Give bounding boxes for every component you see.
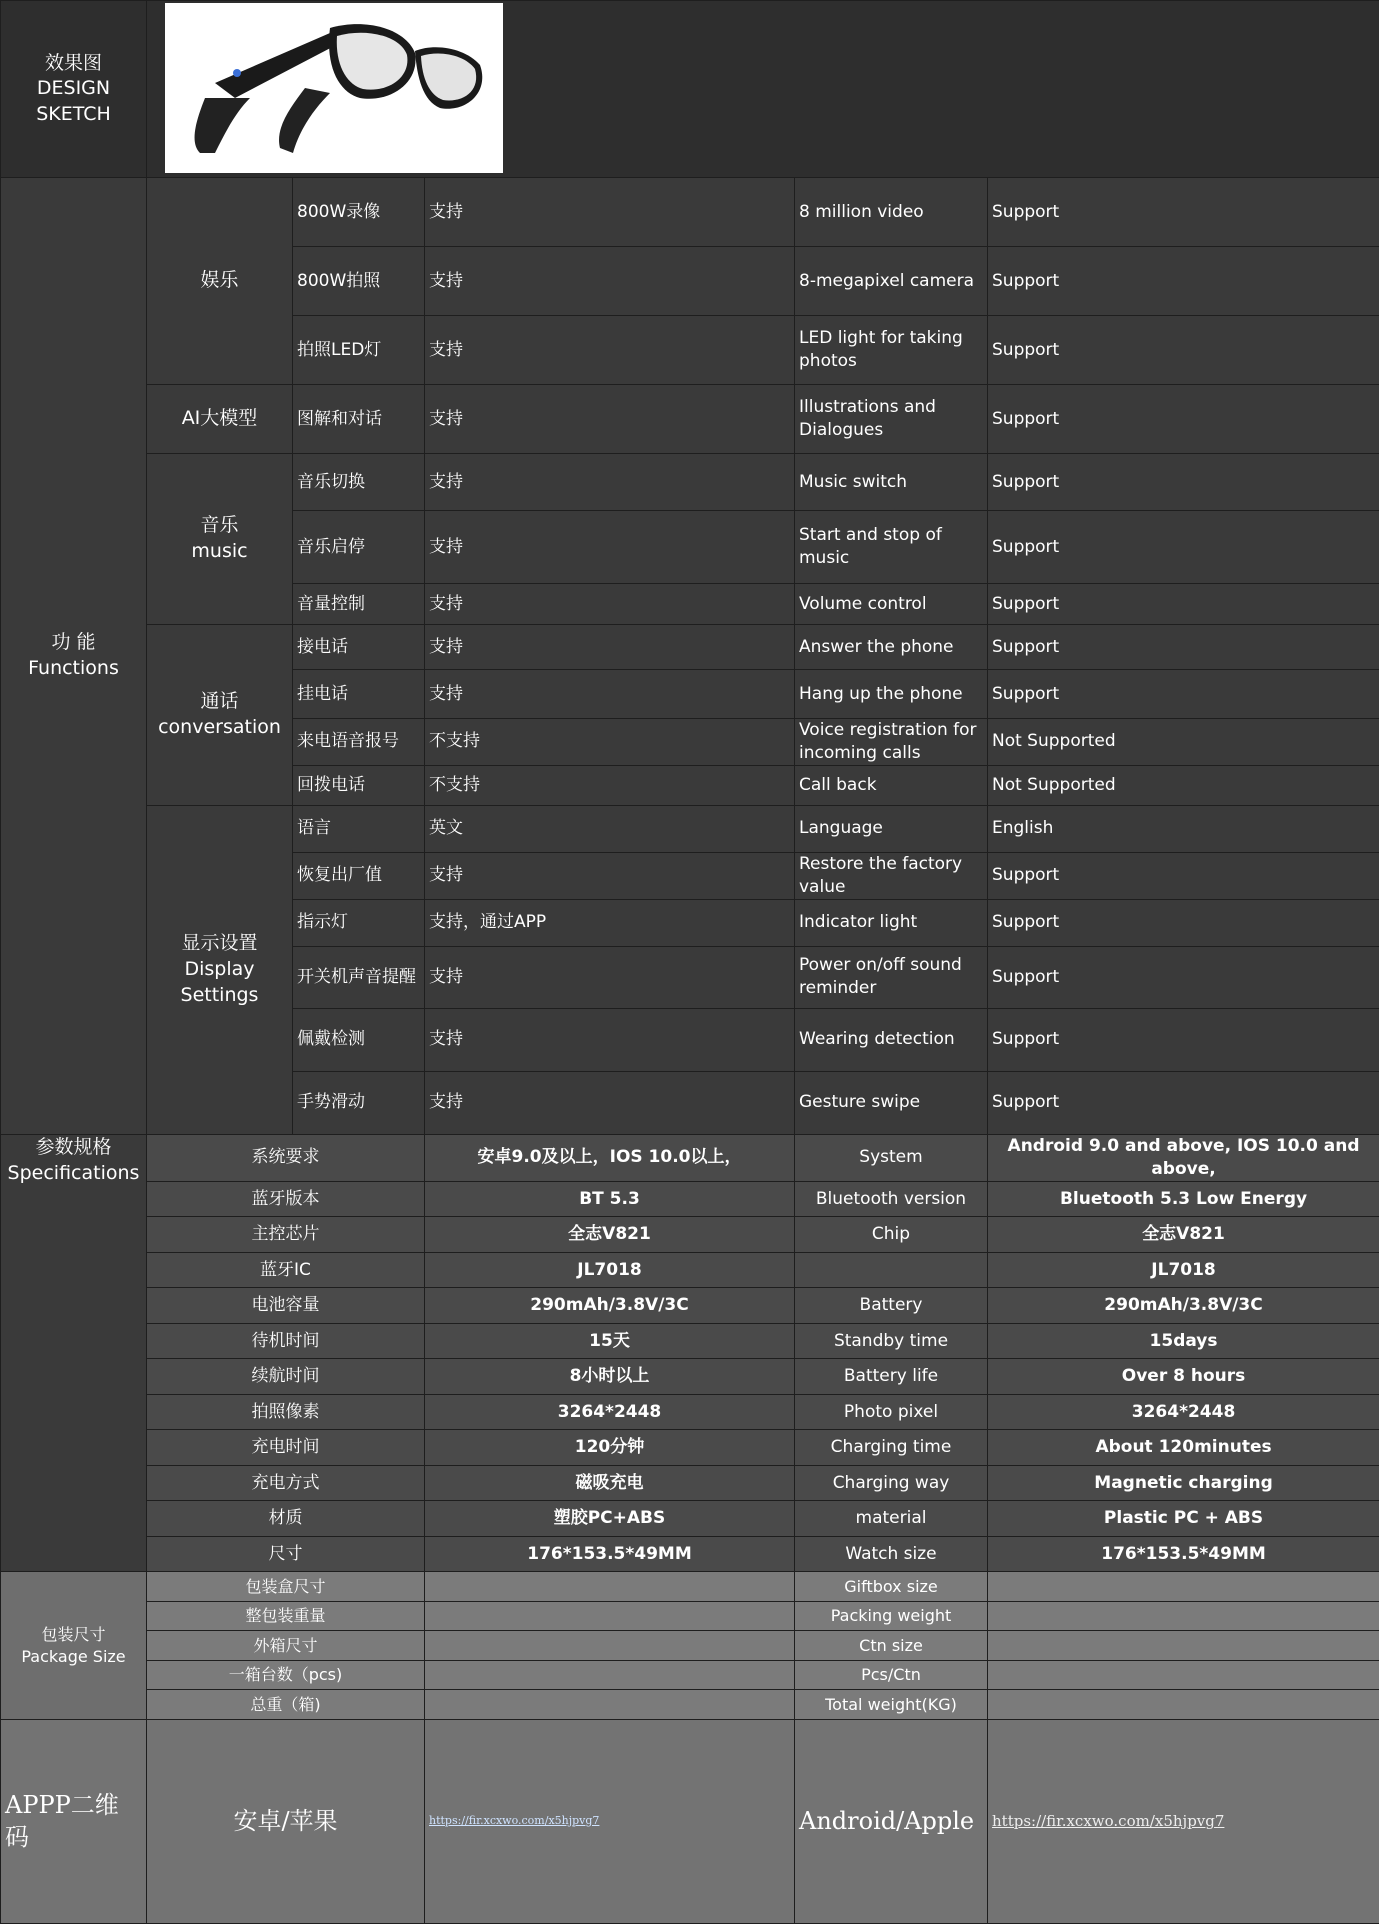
glasses-product-image: [165, 3, 503, 173]
spec-name-en: Chip: [795, 1217, 988, 1253]
spec-name-en: Bluetooth version: [795, 1181, 988, 1217]
spec-value-en: Bluetooth 5.3 Low Energy: [988, 1181, 1379, 1217]
spec-row: [1, 1536, 1379, 1572]
feature-value-en: Support: [988, 584, 1379, 625]
spec-value-cn: 塑胶PC+ABS: [425, 1501, 795, 1537]
feature-name-en: Voice registration for incoming calls: [795, 719, 988, 766]
package-name-en: Ctn size: [795, 1631, 988, 1661]
feature-value-cn: 英文: [425, 805, 795, 852]
spec-row: [1, 1288, 1379, 1324]
feature-value-cn: 支持: [425, 247, 795, 316]
feature-name-cn: 回拨电话: [293, 765, 425, 805]
package-name-cn: 总重（箱): [147, 1690, 425, 1720]
spec-row: [1, 1501, 1379, 1537]
feature-value-en: Support: [988, 946, 1379, 1008]
package-value-en: [988, 1601, 1379, 1631]
package-row: [1, 1690, 1379, 1720]
function-row: [1, 454, 1379, 511]
spec-value-cn: 3264*2448: [425, 1394, 795, 1430]
function-group-label: 音乐 music: [147, 454, 293, 625]
app-qr-label: APPP二维码: [1, 1719, 147, 1923]
feature-name-cn: 800W拍照: [293, 247, 425, 316]
package-value-en: [988, 1572, 1379, 1602]
function-group-label: 娱乐: [147, 178, 293, 385]
spec-value-cn: 176*153.5*49MM: [425, 1536, 795, 1572]
glasses-icon: [165, 3, 503, 173]
feature-value-en: Support: [988, 625, 1379, 670]
feature-name-en: Call back: [795, 765, 988, 805]
feature-name-cn: 接电话: [293, 625, 425, 670]
spec-value-en: 290mAh/3.8V/3C: [988, 1288, 1379, 1324]
feature-name-cn: 开关机声音提醒: [293, 946, 425, 1008]
feature-name-en: Start and stop of music: [795, 511, 988, 584]
feature-value-cn: 支持: [425, 385, 795, 454]
package-name-cn: 整包装重量: [147, 1601, 425, 1631]
spec-row: [1, 1465, 1379, 1501]
spec-row: [1, 1359, 1379, 1395]
feature-name-en: Volume control: [795, 584, 988, 625]
spec-name-cn: 续航时间: [147, 1359, 425, 1395]
package-row: [1, 1660, 1379, 1690]
feature-name-en: Language: [795, 805, 988, 852]
spec-name-cn: 拍照像素: [147, 1394, 425, 1430]
feature-name-en: Power on/off sound reminder: [795, 946, 988, 1008]
function-row: [1, 625, 1379, 670]
spec-name-en: [795, 1252, 988, 1288]
feature-name-cn: 拍照LED灯: [293, 316, 425, 385]
feature-name-en: Illustrations and Dialogues: [795, 385, 988, 454]
feature-name-cn: 手势滑动: [293, 1071, 425, 1134]
package-name-en: Packing weight: [795, 1601, 988, 1631]
spec-name-cn: 充电方式: [147, 1465, 425, 1501]
spec-row: [1, 1217, 1379, 1253]
package-name-en: Total weight(KG): [795, 1690, 988, 1720]
package-name-cn: 一箱台数（pcs): [147, 1660, 425, 1690]
feature-name-en: Restore the factory value: [795, 852, 988, 899]
feature-value-cn: 支持: [425, 511, 795, 584]
feature-name-cn: 音乐切换: [293, 454, 425, 511]
spec-name-en: Charging time: [795, 1430, 988, 1466]
spec-name-cn: 蓝牙版本: [147, 1181, 425, 1217]
feature-value-cn: 支持，通过APP: [425, 899, 795, 946]
package-value-cn: [425, 1601, 795, 1631]
feature-name-cn: 挂电话: [293, 670, 425, 719]
feature-name-en: Indicator light: [795, 899, 988, 946]
spec-value-cn: 120分钟: [425, 1430, 795, 1466]
spec-name-cn: 系统要求: [147, 1134, 425, 1181]
feature-value-cn: 支持: [425, 454, 795, 511]
app-platform-cn: 安卓/苹果: [147, 1719, 425, 1923]
function-group-label: 通话 conversation: [147, 625, 293, 806]
spec-value-cn: 290mAh/3.8V/3C: [425, 1288, 795, 1324]
feature-value-en: English: [988, 805, 1379, 852]
spec-row: [1, 1181, 1379, 1217]
feature-value-en: Support: [988, 1008, 1379, 1071]
spec-name-cn: 尺寸: [147, 1536, 425, 1572]
feature-value-en: Support: [988, 385, 1379, 454]
package-row: [1, 1601, 1379, 1631]
feature-name-cn: 来电语音报号: [293, 719, 425, 766]
spec-value-en: About 120minutes: [988, 1430, 1379, 1466]
feature-value-en: Support: [988, 1071, 1379, 1134]
spec-name-en: material: [795, 1501, 988, 1537]
package-value-en: [988, 1690, 1379, 1720]
feature-value-cn: 支持: [425, 1008, 795, 1071]
feature-value-cn: 不支持: [425, 765, 795, 805]
spec-value-en: 3264*2448: [988, 1394, 1379, 1430]
feature-value-cn: 支持: [425, 584, 795, 625]
spec-value-en: 176*153.5*49MM: [988, 1536, 1379, 1572]
spec-name-en: Watch size: [795, 1536, 988, 1572]
spec-value-en: Over 8 hours: [988, 1359, 1379, 1395]
feature-name-en: Gesture swipe: [795, 1071, 988, 1134]
feature-name-cn: 语言: [293, 805, 425, 852]
spec-name-cn: 待机时间: [147, 1323, 425, 1359]
spec-value-en: 全志V821: [988, 1217, 1379, 1253]
spec-value-cn: 全志V821: [425, 1217, 795, 1253]
spec-name-cn: 主控芯片: [147, 1217, 425, 1253]
package-value-cn: [425, 1631, 795, 1661]
package-value-en: [988, 1660, 1379, 1690]
spec-value-en: Android 9.0 and above, IOS 10.0 and above,: [988, 1134, 1379, 1181]
spec-value-cn: JL7018: [425, 1252, 795, 1288]
spec-name-en: Charging way: [795, 1465, 988, 1501]
package-category: 包装尺寸 Package Size: [1, 1572, 147, 1720]
package-value-cn: [425, 1690, 795, 1720]
feature-value-cn: 支持: [425, 670, 795, 719]
package-value-cn: [425, 1572, 795, 1602]
spec-name-en: Standby time: [795, 1323, 988, 1359]
feature-value-cn: 支持: [425, 1071, 795, 1134]
spec-value-cn: 安卓9.0及以上，IOS 10.0以上，: [425, 1134, 795, 1181]
feature-value-en: Support: [988, 670, 1379, 719]
feature-name-en: Wearing detection: [795, 1008, 988, 1071]
feature-value-en: Not Supported: [988, 719, 1379, 766]
spec-value-en: JL7018: [988, 1252, 1379, 1288]
function-group-label: 显示设置Display Settings: [147, 805, 293, 1134]
design-sketch-label: 效果图 DESIGN SKETCH: [1, 1, 147, 178]
spec-row: [1, 1430, 1379, 1466]
spec-row: [1, 1323, 1379, 1359]
app-download-link-en[interactable]: https://fir.xcxwo.com/x5hjpvg7: [988, 1719, 1379, 1923]
package-name-cn: 包装盒尺寸: [147, 1572, 425, 1602]
feature-value-en: Not Supported: [988, 765, 1379, 805]
feature-name-en: Answer the phone: [795, 625, 988, 670]
feature-value-en: Support: [988, 454, 1379, 511]
spec-name-cn: 蓝牙IC: [147, 1252, 425, 1288]
spec-name-en: Battery: [795, 1288, 988, 1324]
feature-value-cn: 支持: [425, 946, 795, 1008]
feature-value-en: Support: [988, 511, 1379, 584]
function-row: [1, 385, 1379, 454]
feature-value-en: Support: [988, 316, 1379, 385]
feature-name-cn: 佩戴检测: [293, 1008, 425, 1071]
function-row: [1, 178, 1379, 247]
spec-value-cn: 15天: [425, 1323, 795, 1359]
spec-name-en: Photo pixel: [795, 1394, 988, 1430]
feature-value-cn: 支持: [425, 852, 795, 899]
package-value-cn: [425, 1660, 795, 1690]
feature-value-en: Support: [988, 247, 1379, 316]
specs-category: 参数规格 Specifications: [1, 1134, 147, 1572]
package-row: [1, 1631, 1379, 1661]
feature-value-en: Support: [988, 899, 1379, 946]
functions-category: 功 能 Functions: [1, 178, 147, 1135]
package-name-cn: 外箱尺寸: [147, 1631, 425, 1661]
feature-value-en: Support: [988, 852, 1379, 899]
feature-value-cn: 支持: [425, 178, 795, 247]
spec-name-en: Battery life: [795, 1359, 988, 1395]
spec-value-en: Magnetic charging: [988, 1465, 1379, 1501]
function-row: [1, 805, 1379, 852]
feature-name-en: Music switch: [795, 454, 988, 511]
spec-row: [1, 1134, 1379, 1181]
spec-value-en: Plastic PC + ABS: [988, 1501, 1379, 1537]
app-download-link[interactable]: https://fir.xcxwo.com/x5hjpvg7: [425, 1719, 795, 1923]
feature-name-cn: 800W录像: [293, 178, 425, 247]
feature-name-cn: 音量控制: [293, 584, 425, 625]
feature-value-cn: 支持: [425, 316, 795, 385]
feature-name-cn: 指示灯: [293, 899, 425, 946]
feature-name-cn: 图解和对话: [293, 385, 425, 454]
spec-name-cn: 材质: [147, 1501, 425, 1537]
app-platform-en: Android/Apple: [795, 1719, 988, 1923]
spec-value-cn: 8小时以上: [425, 1359, 795, 1395]
feature-name-en: 8 million video: [795, 178, 988, 247]
spec-row: [1, 1394, 1379, 1430]
feature-value-cn: 支持: [425, 625, 795, 670]
spec-value-en: 15days: [988, 1323, 1379, 1359]
spec-name-cn: 充电时间: [147, 1430, 425, 1466]
package-row: [1, 1572, 1379, 1602]
package-value-en: [988, 1631, 1379, 1661]
feature-name-cn: 音乐启停: [293, 511, 425, 584]
spec-value-cn: 磁吸充电: [425, 1465, 795, 1501]
feature-name-en: LED light for taking photos: [795, 316, 988, 385]
feature-name-en: 8-megapixel camera: [795, 247, 988, 316]
feature-name-cn: 恢复出厂值: [293, 852, 425, 899]
package-name-en: Giftbox size: [795, 1572, 988, 1602]
package-name-en: Pcs/Ctn: [795, 1660, 988, 1690]
spec-name-en: System: [795, 1134, 988, 1181]
spec-name-cn: 电池容量: [147, 1288, 425, 1324]
feature-name-en: Hang up the phone: [795, 670, 988, 719]
feature-value-cn: 不支持: [425, 719, 795, 766]
spec-value-cn: BT 5.3: [425, 1181, 795, 1217]
function-group-label: AI大模型: [147, 385, 293, 454]
feature-value-en: Support: [988, 178, 1379, 247]
spec-row: [1, 1252, 1379, 1288]
